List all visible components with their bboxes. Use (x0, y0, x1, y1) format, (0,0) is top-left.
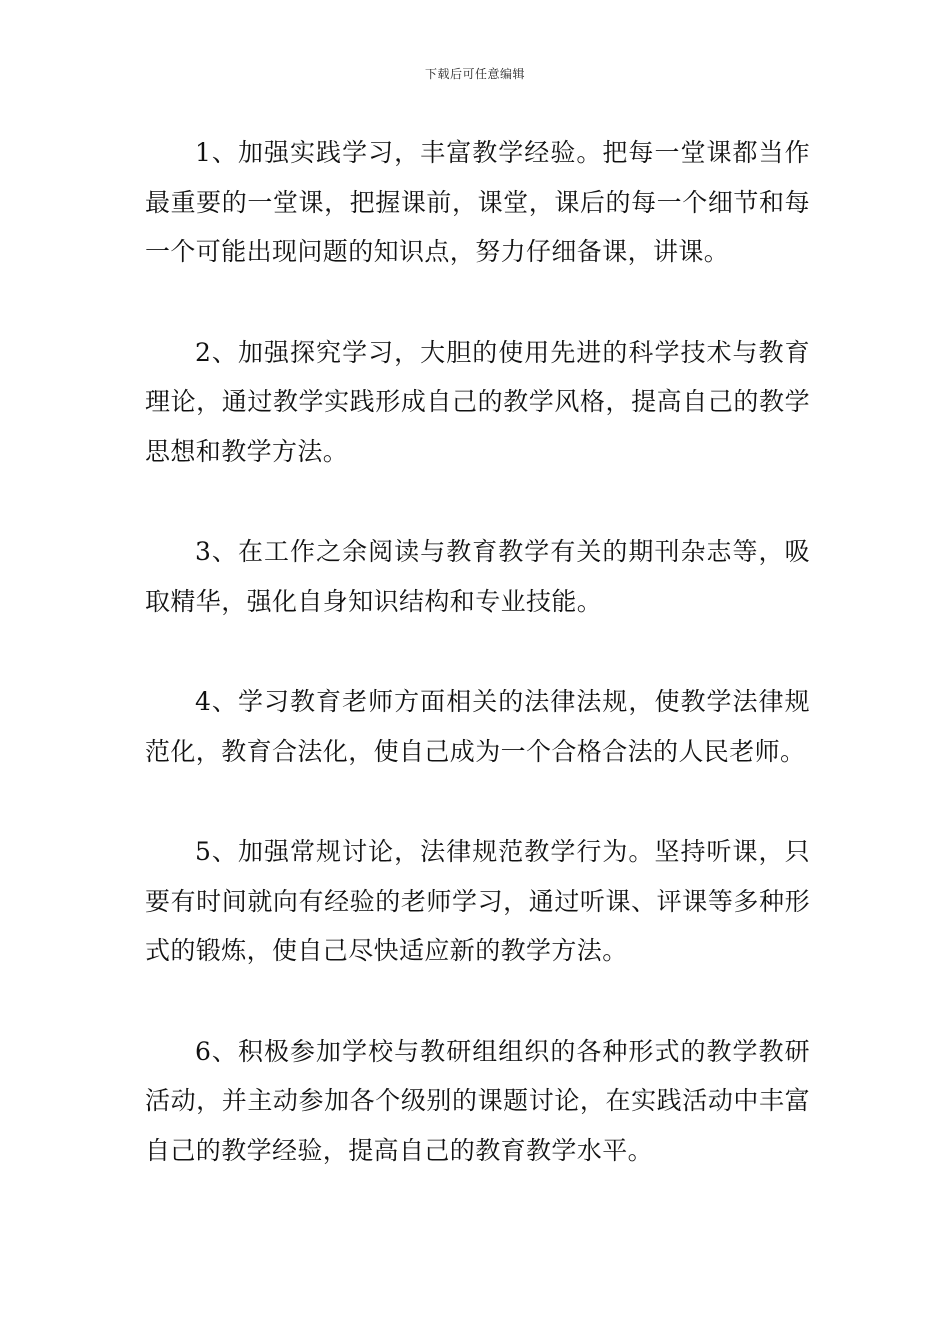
page-header: 下载后可任意编辑 (424, 67, 525, 81)
paragraph-5: 5、加强常规讨论，法律规范教学行为。坚持听课，只要有时间就向有经验的老师学习，通过听课、评课等多种形式的锻炼，使自己尽快适应新的教学方法。 (145, 837, 810, 965)
paragraph-1: 1、加强实践学习，丰富教学经验。把每一堂课都当作最重要的一堂课，把握课前，课堂，课后的每一个细节和每一个可能出现问题的知识点，努力仔细备课，讲课。 (145, 138, 810, 266)
document-body (145, 128, 810, 1226)
paragraph-2: 2、加强探究学习，大胆的使用先进的科学技术与教育理论，通过教学实践形成自己的教学风格，提高自己的教学思想和教学方法。 (145, 337, 810, 466)
paragraph-4: 4、学习教育老师方面相关的法律法规，使教学法律规范化，教育合法化，使自己成为一个合格合法的人民老师。 (145, 687, 810, 766)
paragraph-3: 3、在工作之余阅读与教育教学有关的期刊杂志等，吸取精华，强化自身知识结构和专业技能。 (145, 537, 810, 616)
paragraph-6: 6、积极参加学校与教研组组织的各种形式的教学教研活动，并主动参加各个级别的课题讨论，在实践活动中丰富自己的教学经验，提高自己的教育教学水平。 (145, 1036, 810, 1165)
